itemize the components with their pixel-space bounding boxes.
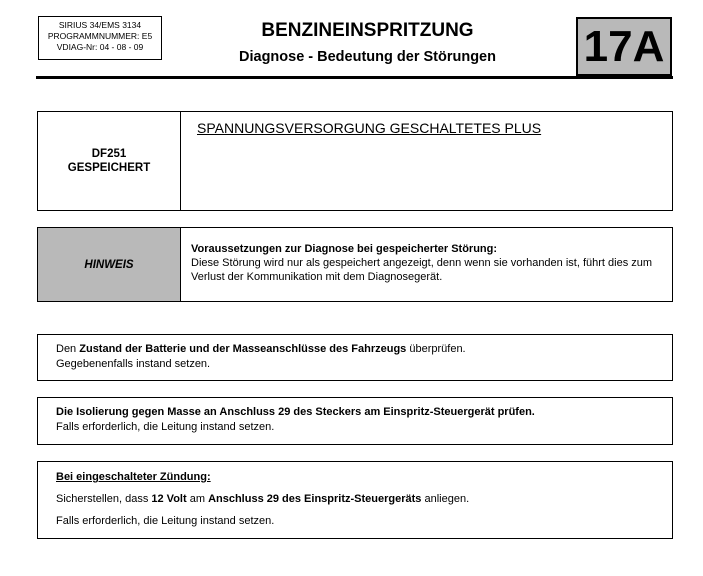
step3-text-c: anliegen. — [421, 493, 470, 505]
hint-text: Diese Störung wird nur als gespeichert angezeigt, denn wenn sie vorhanden ist, führt dies zum Verlust der Kommunikation mit dem Diagnosegerät. — [191, 257, 653, 283]
id-line-program: PROGRAMMNUMMER: E5 — [47, 31, 153, 41]
id-line-vdiag: VDIAG-Nr: 04 - 08 - 09 — [56, 42, 144, 52]
hint-heading: Voraussetzungen zur Diagnose bei gespeicherter Störung: — [191, 243, 498, 255]
step3-bold-a: 12 Volt — [151, 493, 187, 505]
hint-content — [191, 242, 667, 284]
id-line-system: SIRIUS 34/EMS 3134 — [58, 20, 142, 30]
step1-line2: Gegebenenfalls instand setzen. — [56, 358, 211, 370]
fault-title: SPANNUNGSVERSORGUNG GESCHALTETES PLUS — [197, 120, 542, 136]
fault-code-cell — [38, 112, 181, 210]
step2-line1: Die Isolierung gegen Masse an Anschluss 29 des Steckers am Einspritz-Steuergerät prüfen. — [56, 406, 535, 418]
section-badge: 17A — [576, 17, 672, 76]
step1-line1 — [56, 342, 672, 357]
hint-box — [37, 227, 673, 302]
step3-line3: Falls erforderlich, die Leitung instand setzen. — [56, 515, 275, 527]
step2-line2: Falls erforderlich, die Leitung instand setzen. — [56, 421, 275, 433]
fault-code: DF251 — [91, 148, 127, 160]
step-battery-check — [37, 334, 673, 381]
fault-box — [37, 111, 673, 211]
page-title: BENZINEINSPRITZUNG — [261, 20, 474, 41]
step-voltage-check — [37, 461, 673, 539]
step-insulation-check — [37, 397, 673, 445]
header-divider — [36, 76, 673, 79]
vehicle-id-box — [38, 16, 162, 60]
step3-text-b: am — [186, 493, 209, 505]
step1-bold: Zustand der Batterie und der Masseanschlüsse des Fahrzeugs — [79, 343, 407, 355]
hint-label: HINWEIS — [38, 228, 181, 301]
step3-line2 — [56, 492, 672, 506]
step3-text-a: Sicherstellen, dass — [56, 493, 152, 505]
page-subtitle: Diagnose - Bedeutung der Störungen — [239, 49, 496, 65]
step1-text-b: überprüfen. — [406, 343, 466, 355]
fault-state: GESPEICHERT — [67, 162, 151, 174]
step3-heading: Bei eingeschalteter Zündung: — [56, 471, 211, 483]
step3-bold-b: Anschluss 29 des Einspritz-Steuergeräts — [208, 493, 422, 505]
step1-text-a: Den — [56, 343, 80, 355]
